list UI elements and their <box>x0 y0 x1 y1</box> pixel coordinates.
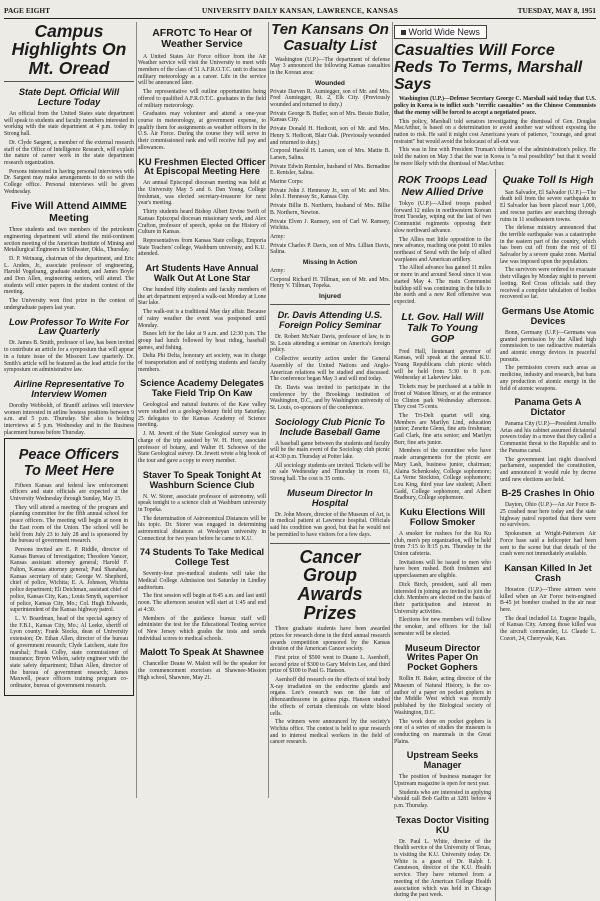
story-paragraph: The Allies met little opposition to the new advance, reaching one point 10 miles northeast of Seoul with the help of allied warplanes and American artillery. <box>394 236 491 263</box>
story-paragraph: The survivors were ordered to evacuate their villages by Monday night to prevent looting. Red Cross officials said they received a complete tabulation of bodies recovered so far. <box>499 267 596 301</box>
story-paragraph: Dr. John Moore, director of the Museum of Art, is in medical patient at Lawrence hospital. Officials said his condition was good, but that he would not be permitted to have visitors for a few days. <box>270 511 390 538</box>
story-paragraph: Elections for new members will follow the smoker, and officers for the fall semester will be elected. <box>394 617 491 637</box>
story-paragraph: The defense ministry announced that the terrible earthquake was a catastrophe in the eastern part of the country, which has been cut off from the rest of El Salvador by a severe quake zone. Martial law was imposed upon the population. <box>499 225 596 265</box>
marshall-banner: Casualties Will Force Reds To Terms, Marshall Says <box>394 42 583 93</box>
wounded-head: Wounded <box>315 79 345 87</box>
column-2 <box>138 22 266 798</box>
story-paragraph: Dick Birch, president, said all men interested in joining are invited to join the club. Members are elected on the basis of their participation and interest in University activities. <box>394 581 491 615</box>
story-paragraph: The government last night dissolved parliament, suspended the constitution, and announced it would rule by decree until new elections are held. <box>499 456 596 483</box>
paragraph: L. V. Boardman, head of the special agency of the F.B.I., Kansas City, Mo.; Al Leeke, sheriff of Lyon county; Frank Stocks, dean of University extension; Dr. Ethan Allen, director of the bureau of government research; Clyde Latchem, state fire marshal; Frank Colby, state commissioner of insurance; Bryon Wilson, safety engineer with the state safety department; Ethan Allen, director of the bureau of government research; James Maxwell, peace officers training program co-ordinator, bureau of government research. <box>10 615 128 690</box>
column-4-split <box>394 169 596 901</box>
story-paragraph: Tokyo (U.P.)—Allied troops pushed forward 12 miles in northwestern Korean front Tuesday, wiping out the last of two Communist regiments opposing their slow northward advance. <box>394 201 491 234</box>
newspaper-title: UNIVERSITY DAILY KANSAN, LAWRENCE, KANSAS <box>201 6 399 15</box>
story-headline: Malott To Speak At Shawnee <box>139 647 265 658</box>
story-headline: Sociology Club Picnic To Include Baseball Game <box>275 416 385 437</box>
story-paragraph: Collective security action under the General Assembly of the United Nations and Anglo-American relations will be studied and discussed. The conference began May 3 and will end today. <box>270 356 390 383</box>
story-paragraph: N. W. Storer, associate professor of astronomy, will speak tonight to a science club at Washburn university in Topeka. <box>138 493 266 513</box>
story-paragraph: Buses left for the lake at 9 a.m. and 12:30 p.m. The group had lunch followed by boat riding, baseball games, and fishing. <box>138 331 266 351</box>
story-paragraph: The determination of Astronomical Distances will be his topic. Dr. Storer was engaged in determining astronomical distances at Wesleyan university in Connecticut for two years before he came to K.U. <box>138 515 266 542</box>
story-headline: Texas Doctor Visiting KU <box>395 814 490 835</box>
story-paragraph: The walk-out is a traditional May day affair. Because of rainy weather the event was postponed until Monday. <box>138 309 266 329</box>
story-paragraph: A smoker for rushees for the Ku Ku club, men's pep organization, will be held from 7:15 to 8:15 p.m. Thursday in the Union cafeteria. <box>394 530 491 558</box>
cancer-banner: Cancer Group Awards Prizes <box>297 546 363 624</box>
column-rule <box>392 22 393 798</box>
story-paragraph: Dr. Robert McNair Davis, professor of law, is in St. Louis attending a seminar on America's foreign policy. <box>270 334 390 354</box>
story-paragraph: The Tri-Delt quartet will sing. Members are Marilyn Lind, education junior; Zenette Glenn, fine arts freshman; Gail Clark, fine arts senior; and Marilyn Burr, fine arts junior. <box>394 412 491 446</box>
story-paragraph: Dr. Clyde Sargent, a member of the external research staff of the Office of Intelligence Research, will explain the nature of career work in the state department research organization. <box>4 139 134 166</box>
story-headline: Science Academy Delegates Take Field Trip On Kaw <box>140 378 264 399</box>
masthead <box>4 6 596 19</box>
column-1 <box>4 22 134 798</box>
story-paragraph: Dr. Paul L. White, director of the Health service of the University of Texas, is visiting the K.U. University today. Dr. White is a guest of Dr. Ralph I. Canuteson, director of the K.U. Health service. They have returned from a meeting of the American College Health association which was held in Chicago during the past week. <box>394 838 491 899</box>
peace-officers-body <box>10 483 128 690</box>
column-4-right <box>500 169 596 901</box>
cancer-story <box>270 626 390 746</box>
story-headline: 74 Students To Take Medical College Test <box>139 547 265 568</box>
paragraph: Fifteen Kansas and federal law enforcement officers and state officials are expected at the University Wednesday through Sunday, May 15. <box>10 482 128 503</box>
column-rule <box>495 169 496 901</box>
column-1-stories <box>4 88 134 436</box>
story-paragraph: Chancellor Deane W. Malott will be the speaker for the commencement exercises at Shawnee-Mission High school, Shawnee, May 21. <box>138 661 266 681</box>
column-rule <box>136 22 137 798</box>
casualty-entry: Marine Corps: <box>270 179 304 186</box>
story-paragraph: An annual Episcopal diocesan meeting was held at the University May 5 and 6. Dan Young, College freshman, was elected secretary-treasurer for next year's meeting. <box>138 180 266 207</box>
story-paragraph: J. M. Jewett of the State Geological survey was in charge of the trip assisted by W. H. Horr, associate professor of botany, and Walter H. Schoewe of the State Geological survey. Dr. Jewett wrote a big book of the tour and gave a copy to every member. <box>138 431 266 464</box>
world-wide-news-label: World Wide News <box>408 27 480 37</box>
story-paragraph: Three students and two members of the petroleum engineering department will attend the mid-continent section meeting of the American Institute of Mining and Metallurgical Engineers in Stillwater, Okla., Thursday. <box>4 227 134 254</box>
story-paragraph: D. P. Weinaug, chairman of the department, and Eric L. Anders, Jr., associate professor of engineering, Harold Vogelsang, graduate student, and James Boyle and Don Allen, engineering seniors, will attend. The students will enter papers in the student contest of the meeting. <box>4 255 134 296</box>
story-paragraph: Delta Phi Delta, honorary art society, was in charge of transportation and of notifying students and faculty members. <box>138 353 266 373</box>
story-headline: AFROTC To Hear Of Weather Service <box>152 27 252 51</box>
story-paragraph: All sociology students are invited. Tickets will be on sale Wednesday and Thursday in room 61, Strong hall. The cost is 35 cents. <box>270 462 390 483</box>
casualty-intro: Washington (U.P.)—The department of defense May 3 announced the following Kansas casualties in the Korean area: <box>270 56 390 76</box>
story-paragraph: Graduates may volunteer and attend a one-year course in meteorology, at government expense, to qualify them for assignments as weather officers in the U.S. Air Force. During the course they will serve in their commissioned rank and will receive full pay and allowances. <box>138 111 266 151</box>
story-paragraph: Fred Hall, lieutenant governor of Kansas, will speak at the annual K.U. Young Republicans club picnic which will be held from 5:30 to 8 p.m. Wednesday at Lakeview lake. <box>394 348 491 382</box>
story-paragraph: An official from the United States state department will speak to students and faculty members interested in working with the state department at 4 p.m. today in Strong hall. <box>4 111 134 138</box>
story-paragraph: Seventy-four pre-medical students will take the Medical College Admission test Saturday in Lindley auditorium. <box>138 571 266 591</box>
story-paragraph: Dayton, Ohio (U.P.)—An Air Force B-25 crashed near here today and the state highway patrol reported that there were no survivors. <box>499 502 596 529</box>
peace-officers-box <box>4 438 134 695</box>
story-paragraph: The position of business manager for Upstream magazine is open for next year. <box>394 774 491 787</box>
story-paragraph: Panama City (U.P.)—President Arnulfo Arias and his cabinet assumed dictatorial powers today in a move that they called a Communist threat to the Republic and to the Panama canal. <box>499 421 596 454</box>
story-headline: Kuku Elections Will Follow Smoker <box>399 507 486 528</box>
story-paragraph: Geological and natural features of the Kaw valley were studied on a geology-botany field trip Saturday. 25 delegates to the Kansas Academy of Science meeting. <box>138 402 266 429</box>
story-headline: Panama Gets A Dictator <box>514 397 582 418</box>
story-paragraph: A United States Air Force officer from the Air Weather service will visit the University to meet with members of the class of 51 A.F.R.O.T.C. unit to discuss military meteorology as a career. Life in the service will be announced later. <box>138 53 266 87</box>
issue-date: TUESDAY, MAY 8, 1951 <box>517 6 596 15</box>
story-paragraph: A baseball game between the students and faculty will be the main event of the Sociology club picnic at 4:30 p.m. Thursday at Potter lake. <box>270 440 390 461</box>
casualty-entry: Private Charles P. Davis, son of Mrs. Lillian Davis, Salina. <box>270 242 390 256</box>
casualty-entry: Corporal Harold H. Larsen, son of Mrs. Mattie B. Larsen, Salina. <box>270 148 390 161</box>
story-paragraph: Rollin H. Baker, acting director of the Museum of Natural History, is the co-author of a paper on pocket gophers in the Middle West which was recently published by the Biological society of Washington, D.C. <box>394 676 491 716</box>
paragraph: First prize of $500 went to Duane L. Asenhoff, second prize of $300 to Gary Melvin Lee, and third prize of $100 to Paul G. Hanson. <box>270 654 390 675</box>
paragraph: The winners were announced by the society's Wichita office. The contest is held to spur research and to interest medical workers in the field of cancer research. <box>270 719 390 746</box>
story-paragraph: Dr. James B. Smith, professor of law, has been invited to contribute an article for a symposium that will appear in a future issue of the Missouri Law quarterly. Dr. Smith's article will be featured as the lead article for the symposium on administrative law. <box>4 340 134 374</box>
peace-officers-headline: Peace Officers To Meet Here <box>18 447 120 479</box>
story-paragraph: The University won first prize in the contest of undergraduate papers last year. <box>4 298 134 311</box>
casualty-entry: Army: <box>270 233 286 240</box>
casualty-entry: Army: <box>270 268 286 275</box>
casualty-banner: Ten Kansans On Casualty List <box>271 21 389 54</box>
column-3 <box>270 22 390 798</box>
story-headline: Airline Representative To Interview Women <box>13 378 125 399</box>
story-paragraph: The permission covers such areas as medicine, industry and research, but bans any production of atomic energy in the field of atomic weapons. <box>499 365 596 392</box>
story-headline: Kansan Killed In Jet Crash <box>504 562 592 583</box>
casualty-entry: Private Elven J. Ramsey, son of Carl W. Ramsey, Wichita. <box>270 218 390 232</box>
divider <box>270 304 390 305</box>
paragraph: Persons invited are E. P. Riddle, director of Kansas Bureau of Investigation; Theodore Vancer, Kansas assistant attorney general; Harold F. Fulton, Kansas attorney general; Paul Shanahan, Kansas secretary of state; George W. Shepherd, chief of police, Wichita; E. A. Johnson, Wichita police department; Eli Deichman, assistant chief of police, Kansas City, Kan.; Louis Smyth, supervisor of police, Kansas City, Mo.; Col. Hugh Edwards, superintendent of the Kansas highway patrol. <box>10 546 128 614</box>
paragraph: This was in line with President Truman's defense of the administration's policy. He told the nation on May 3 that the war in Korea is "a real possibility" but that it would be more likely with the dismissal of MacArthur. <box>394 147 596 167</box>
story-paragraph: The work done on pocket gophers is one of a series of studies the museum is conducting on mammals in the Great Plains. <box>394 718 491 745</box>
casualty-entry: Private Donald H. Hedicott, son of Mr. and Mrs. Henry S. Hedicott, Blair Oak. (Previously wounded and returned to duty.) <box>270 126 390 146</box>
paragraph: Washington (U.P.)—Defense Secretary George C. Marshall said today that U.S. policy in Korea is to inflict such "terrific casualties" on the Chinese Communists that the enemy will be forced to accept a negotiated peace. <box>394 96 596 116</box>
story-paragraph: The representative will outline opportunities being offered to qualified A.F.R.O.T.C. graduates in the field of military meteorology. <box>138 89 266 109</box>
column-4-left <box>394 169 491 901</box>
injured-head: Injured <box>319 293 341 301</box>
paragraph: This policy, Marshall told senators investigating the dismissal of Gen. Douglas MacArthur, is based on a determination to avoid another war without exposing the nation to risk. He said it might cost Americans years of patience, "courage, and great restraint" but would avoid the holocaust of all-out war. <box>394 118 596 145</box>
story-headline: Upstream Seeks Manager <box>406 750 479 771</box>
story-paragraph: San Salvador, El Salvador (U.P.)—The death toll from the severe earthquake in El Salvador has been placed near 1,000, and rescue parties are searching through ruins in 11 southeastern towns. <box>499 189 596 223</box>
missing-head: Missing In Action <box>302 259 358 267</box>
story-paragraph: One hundred fifty students and faculty members of the art department enjoyed a walk-out Monday at Lone Star lake. <box>138 286 266 307</box>
story-paragraph: Students who are interested in applying should call Bob Gaffin at 3281 before 4 p.m. Thursday. <box>394 789 491 810</box>
story-paragraph: The first session will begin at 8:45 a.m. and last until noon. The afternoon session will start at 1:45 and end at 4:30. <box>138 593 266 613</box>
story-headline: Dr. Davis Attending U.S. Foreign Policy Seminar <box>277 310 383 331</box>
story-headline: Museum Director Writes Paper On Pocket Gophers <box>404 642 481 673</box>
globe-icon <box>401 30 406 35</box>
column-4 <box>394 22 596 899</box>
story-paragraph: The Allied advance has gained 11 miles or more in and around Seoul since it was started May 4. The main Communist buildup still was continuing in the hills to the north and a new Red offensive was expected. <box>394 265 491 305</box>
casualty-entry: Corporal Richard H. Tillman, son of Mr. and Mrs. Henry V. Tillman, Topeka. <box>270 276 390 290</box>
casualty-entry: Private George B. Butler, son of Mrs. Bessie Butler, Kansas City. <box>270 110 390 124</box>
column-3-stories <box>270 311 390 538</box>
paragraph: Three graduate students have been awarded prizes for research done in the third annual research awards competition sponsored by the Kansas division of the American Cancer society. <box>270 626 390 653</box>
divider <box>4 81 134 82</box>
story-headline: Five Will Attend AIMME Meeting <box>11 200 127 224</box>
column-2-stories <box>138 28 266 681</box>
story-headline: Low Professor To Write For Law Quarterly <box>9 316 129 337</box>
story-headline: ROK Troops Lead New Allied Drive <box>397 174 488 198</box>
story-paragraph: Houston (U.P.)—Three airmen were killed when an Air Force twin-engined B-45 jet bomber crashed in the air near here. <box>499 586 596 613</box>
marshall-story <box>394 96 596 167</box>
casualty-entry: Private Edwin Rentsler, husband of Mrs. Bernadine E. Rentsler, Salina. <box>270 163 390 177</box>
story-paragraph: Invitations will be issued to men who have been rushed. Both freshmen and upperclassmen are eligible. <box>394 559 491 580</box>
missing-list <box>270 268 390 290</box>
story-paragraph: Representatives from Kansas State college, Emporia State Teachers' college, Washburn university, and K.U. attended. <box>138 238 266 258</box>
casualty-entry: Private Billie B. Northern, husband of Mrs. Billie B. Northern, Newton. <box>270 203 390 216</box>
story-paragraph: Dorothy Webboldt, of Braniff airlines will interview women interested in airline hostess positions between 9 a.m. and 5 p.m. Thursday. She also is holding interviews at 5 p.m. Wednesday and in the Business placement bureau before Thursday. <box>4 402 134 436</box>
story-headline: Quake Toll Is High <box>502 174 594 187</box>
story-paragraph: Spokesmen at Wright-Patterson Air Force base said a helicopter had been sent to the scene but that details of the crash were not immediately available. <box>499 531 596 558</box>
paragraph: They will attend a meeting of the program and planning committee for the fifth annual school for peace officers. The meeting will begin at noon in the East room of the Union. The school will be held from July 23 to July 28 and is sponsored by the bureau of government research. <box>10 504 128 545</box>
divider <box>270 543 390 544</box>
story-paragraph: Bonn, Germany (U.P.)—Germans was granted permission by the Allied high commission to use radioactive materials and atomic energy devices in peaceful pursuits. <box>499 329 596 363</box>
story-headline: State Dept. Official Will Lecture Today <box>18 87 120 108</box>
story-paragraph: Tickets may be purchased at a table in front of Watson library, or at the entrance to Clinton park Wednesday afternoon. They cost 75 cents. <box>394 384 491 411</box>
paragraph: Asenhoff did research on the effects of total body X-ray irradiation on the endocrine glands and organs. Lee's research was on the fate of dibenzanthracene in guinea pigs. Hanson studied the effects of certain chemicals on white blood cells. <box>270 677 390 717</box>
story-headline: Staver To Speak Tonight At Washburn Science Club <box>142 469 262 490</box>
wounded-list <box>270 89 390 256</box>
casualty-entry: Private Darven R. Aumiegger, son of Mr. and Mrs. Fred Aumiegger, Rt. 2, Elk City. (Previously wounded and returned to duty.) <box>270 88 390 109</box>
story-headline: KU Freshmen Elected Officer At Episcopal Meeting Here <box>138 156 266 177</box>
story-headline: Museum Director In Hospital <box>287 487 373 508</box>
story-headline: Lt. Gov. Hall Will Talk To Young GOP <box>401 310 484 346</box>
campus-highlights-banner: Campus Highlights On Mt. Oread <box>11 21 127 78</box>
story-paragraph: Dr. Davis was invited to participate in the conference by the Brookings institution of Washington, D.C., and by Washington university of St. Louis, co-sponsors of the conference. <box>270 384 390 412</box>
story-headline: Art Students Have Annual Walk Out At Lone Star <box>145 263 259 284</box>
story-paragraph: Members of the guidance bureau staff will administer the test for the Educational Testing service of New Jersey which grades the tests and sends individual scores to medical schools. <box>138 615 266 642</box>
column-rule <box>268 22 269 798</box>
story-paragraph: Thirty students heard Bishop Albert Ervine Swift of Kansas Episcopal diocesan missionary work, and Alex Crafton, professor of speech, spoke on the History of Culture in Kansas. <box>138 209 266 236</box>
story-headline: Germans Use Atomic Devices <box>501 306 595 326</box>
page-number: PAGE EIGHT <box>4 6 51 15</box>
story-headline: B-25 Crashes In Ohio <box>501 488 595 499</box>
story-paragraph: The dead included Lt. Eugene Ingalls, of Kansas City. Among those killed was the aircraft commander, Lt. Claude L. Cozort, 24, Cherryvale, Kan. <box>499 615 596 642</box>
world-wide-news-tag <box>394 25 487 39</box>
story-paragraph: Persons interested in having personal interviews with Dr. Sargent may make arrangements to do so with the College office. Personal interviews will be given Wednesday. <box>4 168 134 195</box>
casualty-entry: Private John J. Hennessy Jr., son of Mr. and Mrs. John J. Hennessy Sr., Kansas City. <box>270 187 390 201</box>
story-paragraph: Members of the committee who have made arrangements for the picnic are Mary Lash, business junior, chairman; Alaina Schenkosky, College sophomore; La Verne Stockton, College sophomore; Lou King, third year law student; Albert Gadd, College sophomore, and Albert Bradbury, College sophomore. <box>394 448 491 502</box>
